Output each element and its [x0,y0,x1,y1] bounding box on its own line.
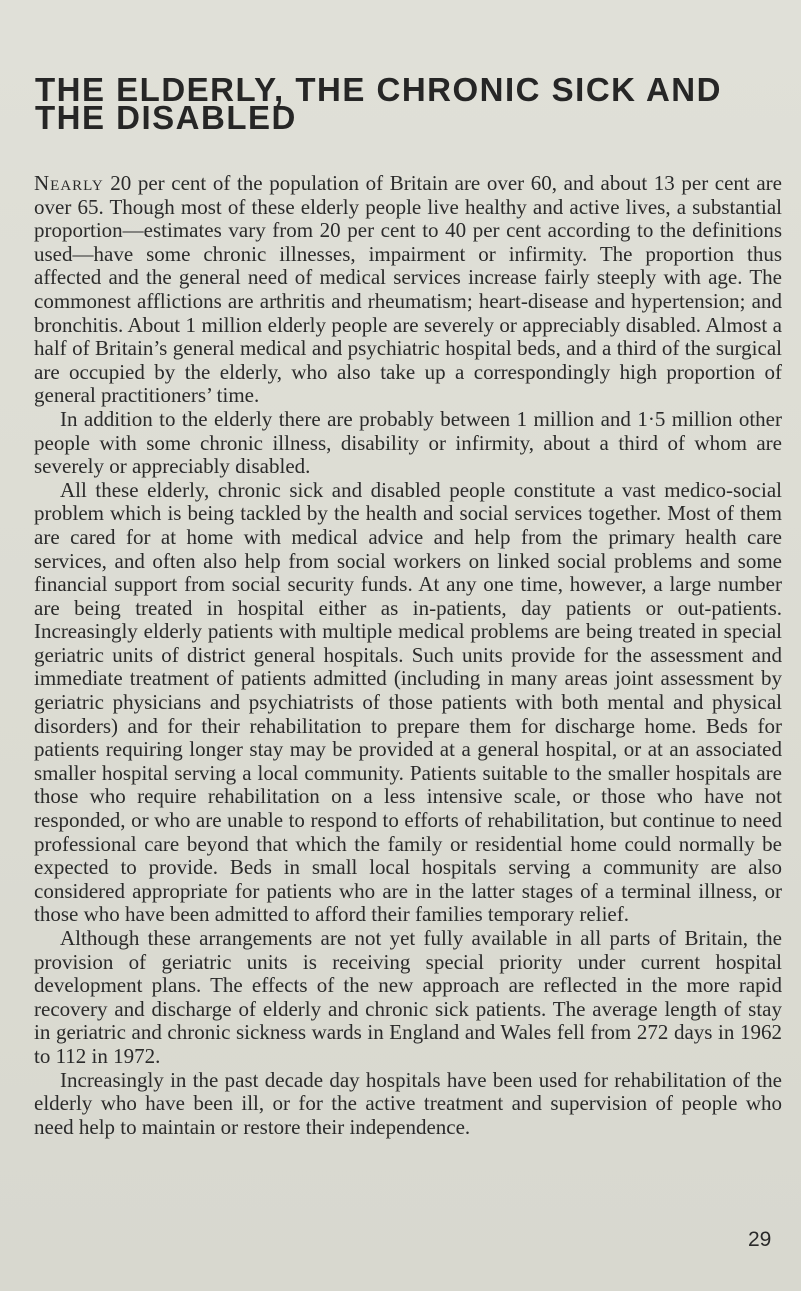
body-text [34,172,782,1139]
title-line-2: THE DISABLED [35,99,297,136]
page-title [35,71,775,136]
paragraph-1 [34,172,782,408]
page-number: 29 [748,1228,772,1251]
title-line-1: THE ELDERLY, THE CHRONIC SICK AND [35,71,722,108]
paragraph-5: Increasingly in the past decade day hospitals have been used for rehabilitation of the elderly who have been ill, or for the active treatment and supervision of people who need help to maintain or restore their independence. [34,1067,782,1139]
paragraph-lead-word: Nearly [34,171,104,195]
paragraph-3: All these elderly, chronic sick and disabled people constitute a vast medico-social problem which is being tackled by the health and social services together. Most of them are cared for at home with medical advice and help from the primary health care services, and often also help from social workers on linked social problems and some financial support from social security funds. At any one time, however, a large number are being treated in hospital either as in-patients, day patients or out-patients. Increasingly elderly patients with multiple medical problems are being treated in special geriatric units of district general hospitals. Such units provide for the assessment and immediate treatment of patients admitted (including in many areas joint assessment by geriatric physicians and psychiatrists of those patients with both mental and physical disorders) and for their rehabilitation to prepare them for discharge home. Beds for patients requiring longer stay may be provided at a general hospital, or at an associated smaller hospital serving a local community. Patients suitable to the smaller hospitals are those who require rehabilitation on a less intensive scale, or those who have not responded, or who are unable to respond to efforts of rehabilitation, but continue to need professional care beyond that which the family or residential home could normally be expected to provide. Beds in small local hospitals serving a community are also considered appropriate for patients who are in the latter stages of a terminal illness, or those who have been admitted to afford their families temporary relief. [34,477,782,927]
paragraph-4: Although these arrangements are not yet fully available in all parts of Britain, the provision of geriatric units is receiving special priority under current hospital development plans. The effects of the new approach are reflected in the more rapid recovery and discharge of elderly and chronic sick patients. The average length of stay in geriatric and chronic sickness wards in England and Wales fell from 272 days in 1962 to 112 in 1972. [34,926,782,1068]
paragraph-1-text: 20 per cent of the population of Britain are over 60, and about 13 per cent are over 65. Though most of these elderly people live healthy and active lives, a substantial proportion—estimates vary from 20 per cent to 40 per cent according to the definitions used—have some chronic illnesses, impairment or infirmity. The proportion thus affected and the general need of medical services increase fairly steeply with age. The commonest afflictions are arthritis and rheumatism; heart-disease and hypertension; and bronchitis. About 1 million elderly people are severely or appreciably disabled. Almost a half of Britain’s general medical and psychiatric hospital beds, and a third of the surgical are occupied by the elderly, who also take up a correspondingly high proportion of general practitioners’ time. [34,171,782,408]
paragraph-2: In addition to the elderly there are probably between 1 million and 1·5 million other people with some chronic illness, disability or infirmity, about a third of whom are severely or appreciably disabled. [34,406,782,479]
